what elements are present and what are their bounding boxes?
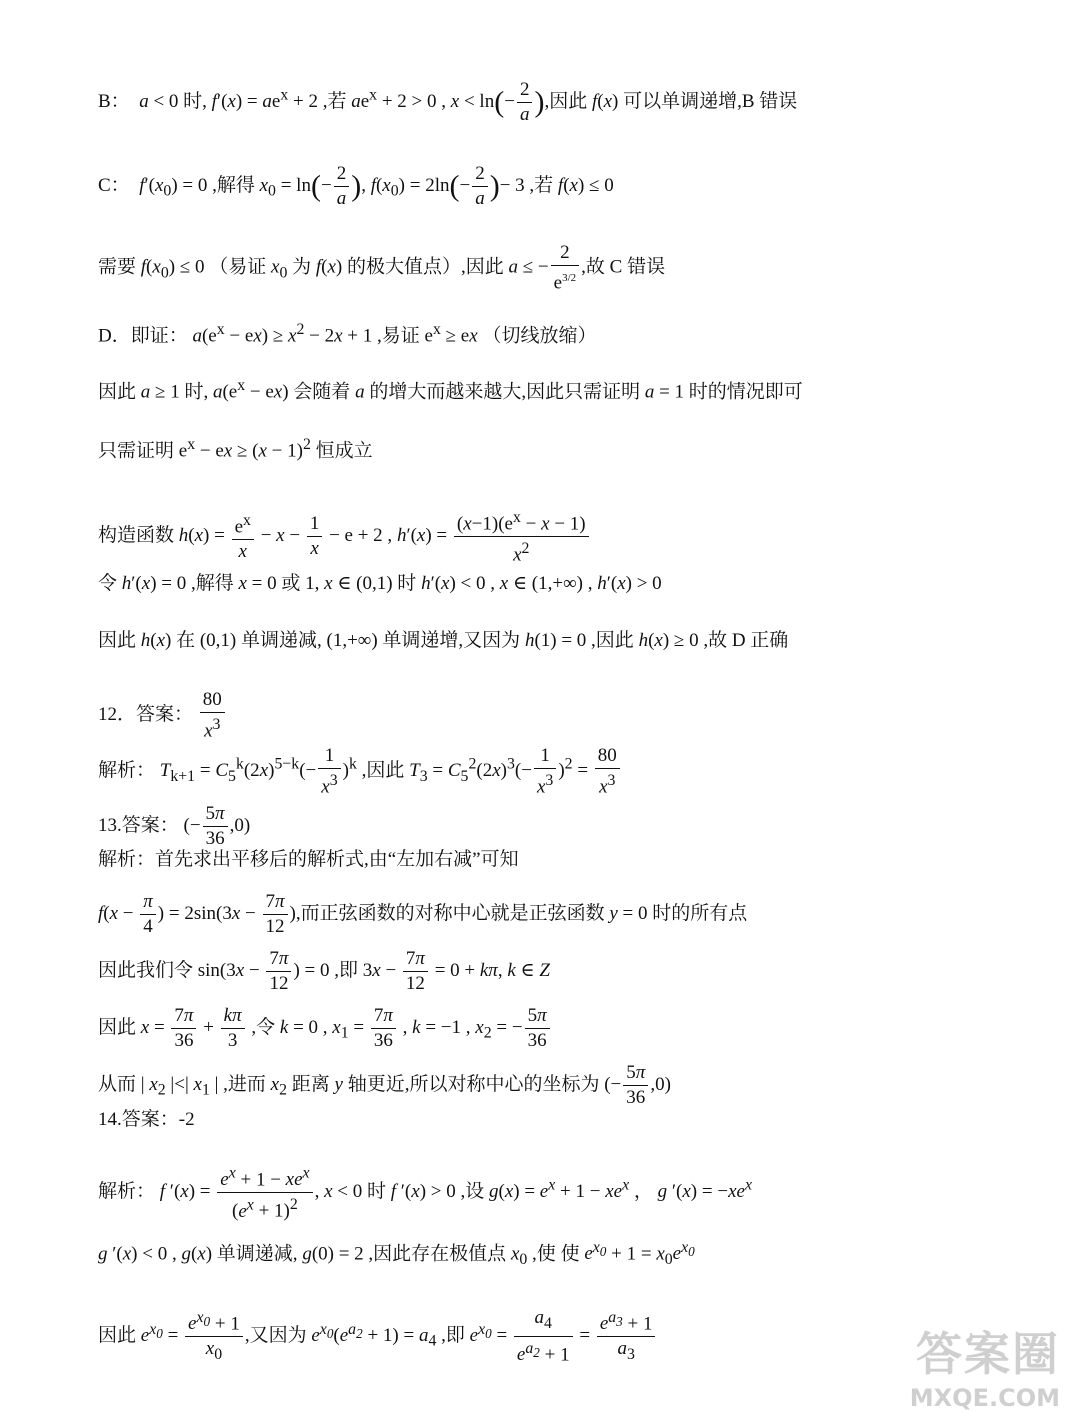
q13-analysis5: 从而 | $x_2$ |<| $x_1$ | ,进而 $x_2$ 距离 y 轴更近,所以对称中心的坐标为 (− $\frac{5\pi}{36}$ ,0)	[98, 1062, 671, 1108]
d-line3: 只需证明 $e^x$ − ex ≥ $(x - 1)^2$ 恒成立	[98, 436, 373, 462]
q12-answer: 12．答案： $\frac{80}{x^3}$	[98, 688, 227, 743]
q14-analysis3: 因此 $e^{x_0}$ = $\frac{e^{x_0} + 1}{x_0}$ ,又因为 $e^{x_0}(e^{a_2} + 1) = a_4$ ,即 $e^{x_0}$ = $\frac{a_4}{e^{a_2} + 1}$ = $\frac{e^{a_3} + 1}{a_3}$	[98, 1306, 657, 1367]
q13-analysis2: f(x − $\frac{\pi}{4}$ ) = 2sin(3x − $\frac{7\pi}{12}$ ),而正弦函数的对称中心就是正弦函数 y = 0 时的所有点	[98, 891, 748, 937]
watermark-url: MXQE.COM	[909, 1384, 1060, 1412]
q12-analysis: 解析： $T_{k+1} = C_5^k(2x)^{5-k}(-$ $\frac{1}{x^3}$ )$^k$ ,因此 $T_3 = C_5^2(2x)^3(-$ $\frac{1}{x^3}$ )$^2$ = $\frac{80}{x^3}$	[98, 744, 622, 799]
d-line4: 构造函数 h(x) = $\frac{e^x}{x}$ − x − $\frac{1}{x}$ − e + 2 , h′(x) = $\frac{(x-1)(e^x - x - 1)}{x^2}$	[98, 506, 591, 568]
q13-answer: 13.答案： (− $\frac{5\pi}{36}$ ,0)	[98, 803, 251, 849]
d-line1: D．即证： $a(e^x - ex) \ge x^2 - 2x + 1$ ,易证 $e^x$ ≥ ex （切线放缩）	[98, 321, 597, 347]
q14-analysis1: 解析： f ′(x) = $e^x + 1 - xe^x$ $(e^x + 1)^2$ , x < 0 时 f ′(x) > 0 ,设 $g(x) = e^x + 1 - xe^x$ ， g $'(x) = -xe^x$	[98, 1162, 752, 1224]
d-line5: 令 h′(x) = 0 ,解得 x = 0 或 1, x ∈ (0,1) 时 h′(x) < 0 , x ∈ (1,+∞) , h′(x) > 0	[98, 573, 662, 594]
q13-analysis1: 解析：首先求出平移后的解析式,由“左加右减”可知	[98, 849, 519, 870]
q13-analysis3: 因此我们令 sin(3x − $\frac{7\pi}{12}$ ) = 0 ,即 3x − $\frac{7\pi}{12}$ = 0 + kπ, k ∈ Z	[98, 948, 550, 994]
d-line2: 因此 a ≥ 1 时, $a(e^x - ex)$ 会随着 a 的增大而越来越大,因此只需证明 a = 1 时的情况即可	[98, 377, 803, 403]
c-line1: C： $f'(x_0) = 0$ ,解得 $x_0 = \ln(-$ $\frac{2}{a}$ ), $f(x_0) = 2\ln(-$ $\frac{2}{a}$ )− 3 ,若 f(x) ≤ 0	[98, 163, 614, 209]
watermark	[880, 1318, 1060, 1412]
b-line: B： a < 0 时, $f'(x) = ae^x + 2$ ,若 $ae^x + 2 > 0$ , x < ln(− $\frac{2}{a}$ ),因此 f(x) 可以单调递增,B 错误	[98, 79, 798, 125]
c-line2: 需要 $f(x_0) \le 0$ （易证 $x_0$ 为 f(x) 的极大值点）,因此 a ≤ − $\frac{2}{e^{3/2}}$ ,故 C 错误	[98, 242, 666, 294]
watermark-logo: 答案圈	[916, 1327, 1060, 1381]
q14-analysis2: g ′(x) < 0 , g(x) 单调递减, g(0) = 2 ,因此存在极值点 $x_0$ ,使 使 $e^{x_0} + 1 = x_0e^{x_0}$	[98, 1239, 695, 1269]
d-line6: 因此 h(x) 在 (0,1) 单调递减, (1,+∞) 单调递增,又因为 h(1) = 0 ,因此 h(x) ≥ 0 ,故 D 正确	[98, 630, 789, 651]
q14-answer: 14.答案：-2	[98, 1109, 195, 1130]
q13-analysis4: 因此 x = $\frac{7\pi}{36}$ + $\frac{k\pi}{3}$ ,令 k = 0 , $x_1$ = $\frac{7\pi}{36}$ , k = −1 , $x_2$ = − $\frac{5\pi}{36}$	[98, 1004, 552, 1053]
